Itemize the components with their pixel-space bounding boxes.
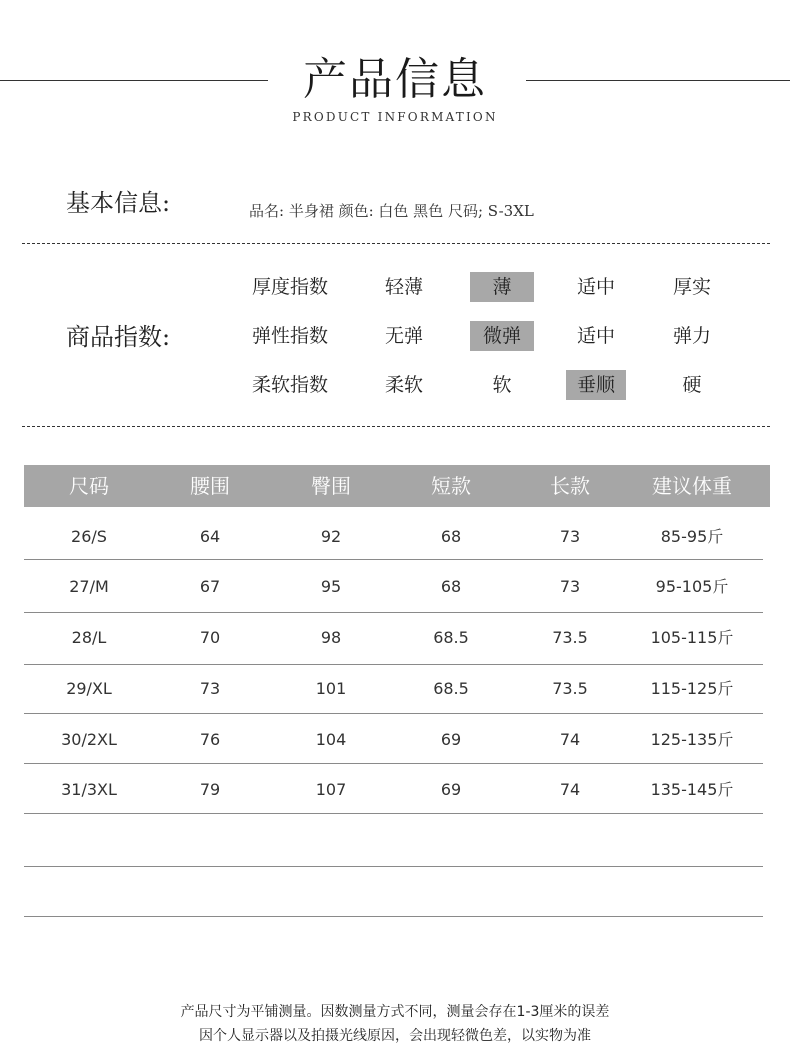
size-table-column-header: 短款	[431, 474, 471, 498]
index-option: 无弹	[384, 325, 423, 347]
size-table-cell: 101	[315, 679, 347, 698]
size-table-header	[24, 465, 770, 507]
index-option: 硬	[682, 374, 702, 396]
measurement-note: 产品尺寸为平铺测量。因数测量方式不同，测量会存在1-3厘米的误差	[180, 1004, 610, 1020]
size-table-column-header: 尺码	[69, 474, 109, 498]
size-table-row-divider	[24, 612, 763, 613]
page-subtitle: PRODUCT INFORMATION	[292, 110, 498, 124]
size-table-cell: 64	[199, 527, 221, 546]
size-table-row-divider	[24, 559, 763, 560]
size-table-cell: 73.5	[552, 679, 588, 698]
product-index-label: 商品指数:	[66, 323, 171, 351]
size-table-row-divider	[24, 664, 763, 665]
page-title: 产品信息	[303, 54, 487, 105]
size-table-cell: 105-115斤	[650, 628, 734, 647]
basic-info-label: 基本信息:	[66, 189, 171, 217]
size-table-cell: 73	[559, 577, 581, 596]
size-table-row-divider	[24, 763, 763, 764]
size-table-row-divider	[24, 916, 763, 917]
size-table-cell: 68	[440, 577, 462, 596]
size-table-cell: 74	[559, 780, 581, 799]
size-table-cell: 68.5	[433, 628, 469, 647]
size-table-cell: 115-125斤	[650, 679, 734, 698]
index-option-selected: 微弹	[470, 321, 534, 351]
size-table-cell: 30/2XL	[61, 730, 117, 749]
size-table-cell: 26/S	[71, 527, 107, 546]
size-table-column-header: 建议体重	[652, 474, 732, 498]
index-option-selected: 薄	[470, 272, 534, 302]
size-table-cell: 70	[199, 628, 221, 647]
size-table-cell: 31/3XL	[61, 780, 117, 799]
index-option: 适中	[576, 325, 615, 347]
index-name: 弹性指数	[251, 325, 328, 347]
size-table-column-header: 长款	[550, 474, 590, 498]
index-option: 轻薄	[384, 276, 423, 298]
size-table-cell: 76	[199, 730, 221, 749]
size-table-row-divider	[24, 713, 763, 714]
size-table-cell: 135-145斤	[650, 780, 734, 799]
size-table-cell: 68.5	[433, 679, 469, 698]
size-table-cell: 79	[199, 780, 221, 799]
basic-info-value: 品名: 半身裙 颜色: 白色 黑色 尺码; S-3XL	[249, 202, 534, 220]
index-option: 适中	[576, 276, 615, 298]
size-table-cell: 27/M	[69, 577, 109, 596]
divider-dashed-top	[22, 243, 770, 244]
size-table-cell: 28/L	[71, 628, 107, 647]
size-table-cell: 74	[559, 730, 581, 749]
size-table-cell: 69	[440, 780, 462, 799]
size-table-cell: 29/XL	[66, 679, 112, 698]
index-option: 弹力	[672, 325, 711, 347]
size-table-cell: 69	[440, 730, 462, 749]
index-option-selected: 垂顺	[566, 370, 626, 400]
size-table-cell: 107	[315, 780, 347, 799]
index-option: 厚实	[672, 276, 711, 298]
size-table-cell: 67	[199, 577, 221, 596]
size-table-cell: 68	[440, 527, 462, 546]
header-rule-right	[526, 80, 790, 81]
size-table-cell: 92	[320, 527, 342, 546]
size-table-cell: 95-105斤	[655, 577, 729, 596]
size-table-cell: 98	[320, 628, 342, 647]
size-table-cell: 73	[199, 679, 221, 698]
index-name: 厚度指数	[251, 276, 328, 298]
size-table-cell: 73.5	[552, 628, 588, 647]
size-table-row-divider	[24, 866, 763, 867]
size-table-cell: 104	[315, 730, 347, 749]
size-table-cell: 95	[320, 577, 342, 596]
size-table-cell: 85-95斤	[660, 527, 724, 546]
header-rule-left	[0, 80, 268, 81]
index-option: 软	[492, 374, 512, 396]
size-table-column-header: 臀围	[311, 474, 351, 498]
index-option: 柔软	[384, 374, 423, 396]
size-table-row-divider	[24, 813, 763, 814]
size-table-cell: 125-135斤	[650, 730, 734, 749]
divider-dashed-bottom	[22, 426, 770, 427]
size-table-cell: 73	[559, 527, 581, 546]
color-difference-note: 因个人显示器以及拍摄光线原因，会出现轻微色差，以实物为准	[199, 1028, 591, 1044]
index-name: 柔软指数	[251, 374, 328, 396]
size-table-column-header: 腰围	[190, 474, 230, 498]
